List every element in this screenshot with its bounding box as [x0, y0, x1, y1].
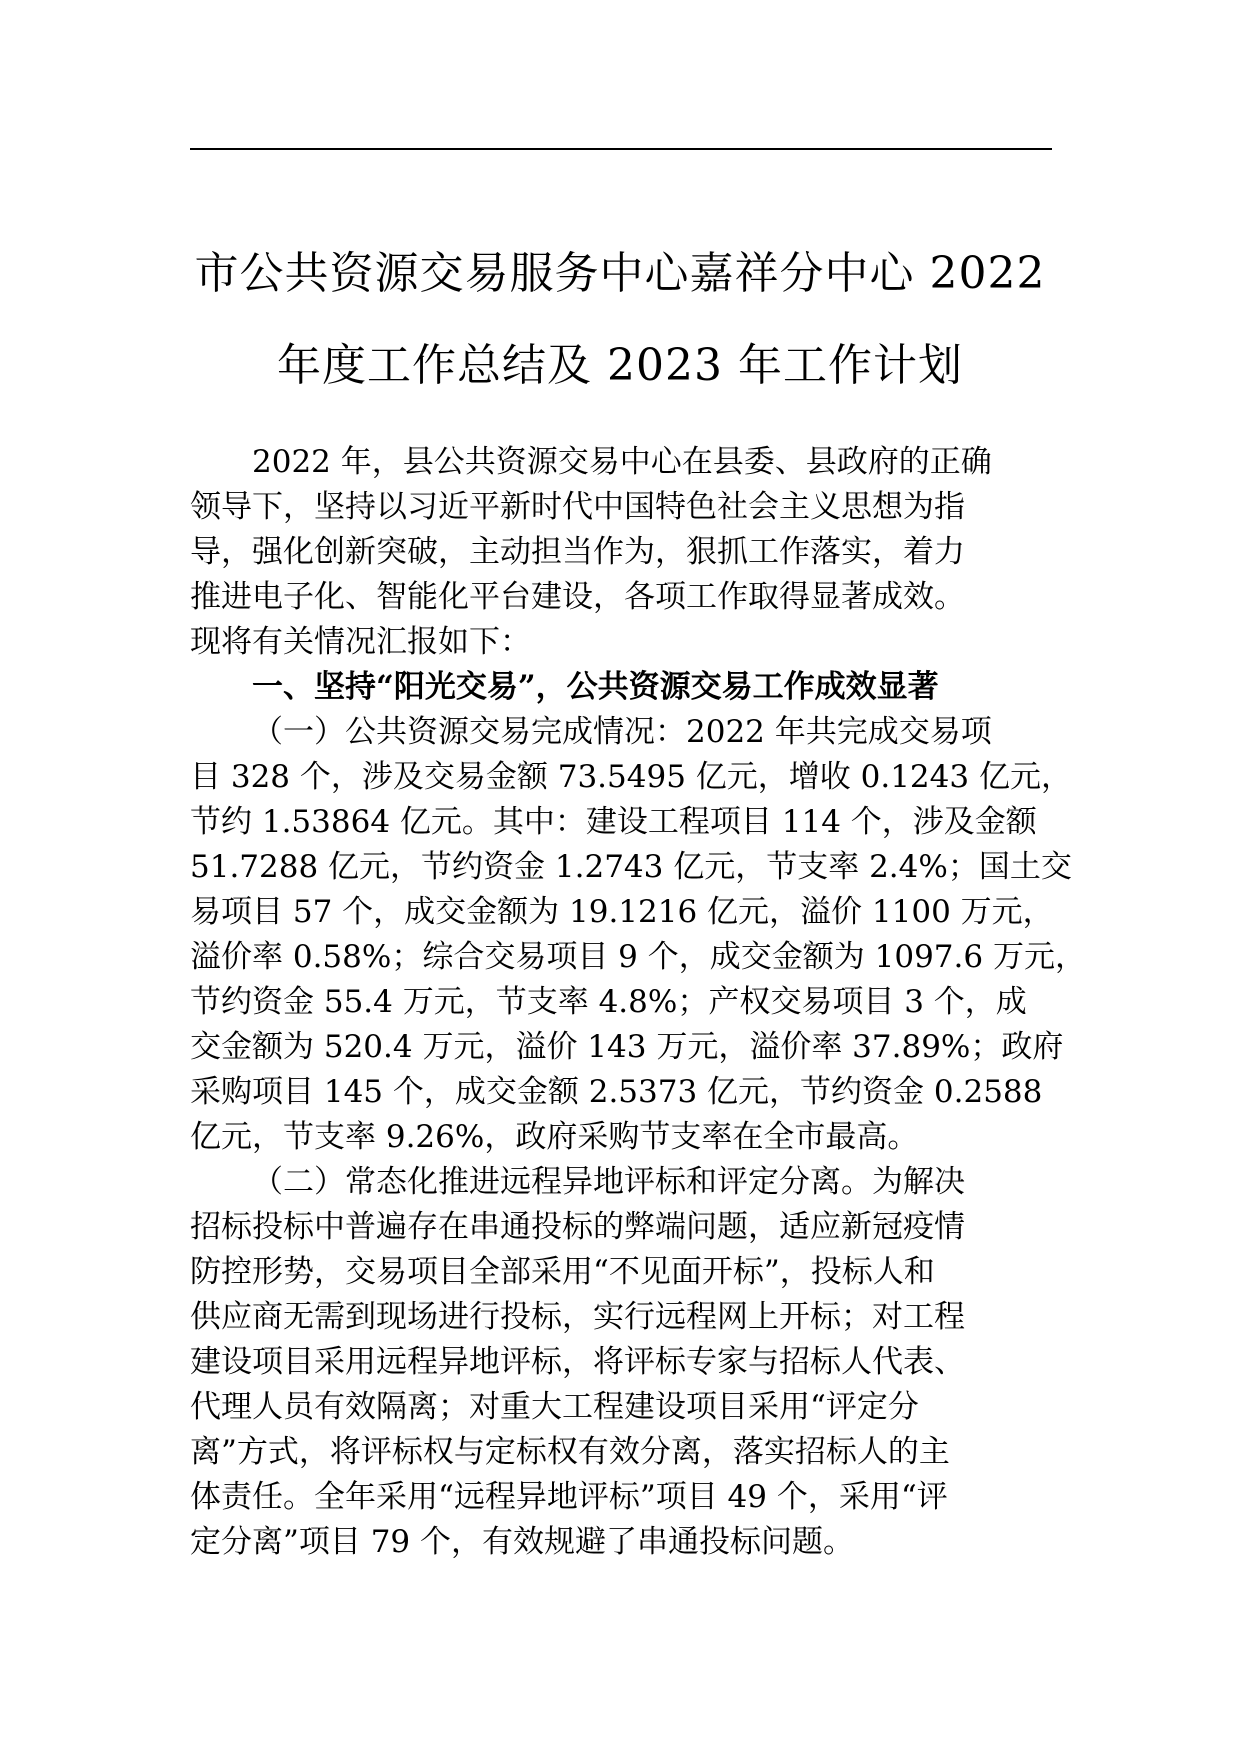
subsection-1-paragraph [190, 710, 1086, 1160]
text-line: 导，强化创新突破，主动担当作为，狠抓工作落实，着力 [190, 534, 965, 570]
text-line: （一）公共资源交易完成情况：2022 年共完成交易项 [252, 714, 992, 750]
text-line: 溢价率 0.58%；综合交易项目 9 个，成交金额为 1097.6 万元， [190, 939, 1086, 975]
text-line: 代理人员有效隔离；对重大工程建设项目采用“评定分 [190, 1389, 919, 1425]
text-line: 51.7288 亿元，节约资金 1.2743 亿元，节支率 2.4%；国土交 [190, 849, 1072, 885]
text-line: 节约资金 55.4 万元，节支率 4.8%；产权交易项目 3 个，成 [190, 984, 1027, 1020]
text-line: 供应商无需到现场进行投标，实行远程网上开标；对工程 [190, 1299, 965, 1335]
text-line: （二）常态化推进远程异地评标和评定分离。为解决 [252, 1164, 965, 1200]
text-line: 建设项目采用远程异地评标，将评标专家与招标人代表、 [190, 1344, 965, 1380]
text-line: 体责任。全年采用“远程异地评标”项目 49 个，采用“评 [190, 1479, 948, 1515]
intro-paragraph [190, 440, 1070, 665]
section-heading-1 [190, 665, 1070, 710]
text-line: 现将有关情况汇报如下： [190, 624, 531, 660]
title-line-1: 市公共资源交易服务中心嘉祥分中心 2022 [194, 248, 1046, 299]
text-line: 亿元，节支率 9.26%，政府采购节支率在全市最高。 [190, 1119, 919, 1155]
text-line: 易项目 57 个，成交金额为 19.1216 亿元，溢价 1100 万元， [190, 894, 1054, 930]
subsection-2-paragraph [190, 1160, 1070, 1565]
text-line: 采购项目 145 个，成交金额 2.5373 亿元，节约资金 0.2588 [190, 1074, 1043, 1110]
text-line: 招标投标中普遍存在串通投标的弊端问题，适应新冠疫情 [190, 1209, 965, 1245]
header-rule [190, 148, 1052, 150]
text-line: 目 328 个，涉及交易金额 73.5495 亿元，增收 0.1243 亿元， [190, 759, 1072, 795]
text-line: 交金额为 520.4 万元，溢价 143 万元，溢价率 37.89%；政府 [190, 1029, 1064, 1065]
text-line: 节约 1.53864 亿元。其中：建设工程项目 114 个，涉及金额 [190, 804, 1037, 840]
title-line-2: 年度工作总结及 2023 年工作计划 [277, 340, 963, 391]
text-line: 防控形势，交易项目全部采用“不见面开标”，投标人和 [190, 1254, 935, 1290]
document-body [190, 440, 1086, 1565]
text-line: 定分离”项目 79 个，有效规避了串通投标问题。 [190, 1524, 855, 1560]
text-line: 领导下，坚持以习近平新时代中国特色社会主义思想为指 [190, 489, 965, 525]
text-line: 2022 年，县公共资源交易中心在县委、县政府的正确 [252, 444, 992, 480]
text-line: 推进电子化、智能化平台建设，各项工作取得显著成效。 [190, 579, 965, 615]
text-line: 离”方式，将评标权与定标权有效分离，落实招标人的主 [190, 1434, 950, 1470]
document-title [150, 228, 1090, 412]
heading-line: 一、坚持“阳光交易”，公共资源交易工作成效显著 [252, 669, 939, 705]
